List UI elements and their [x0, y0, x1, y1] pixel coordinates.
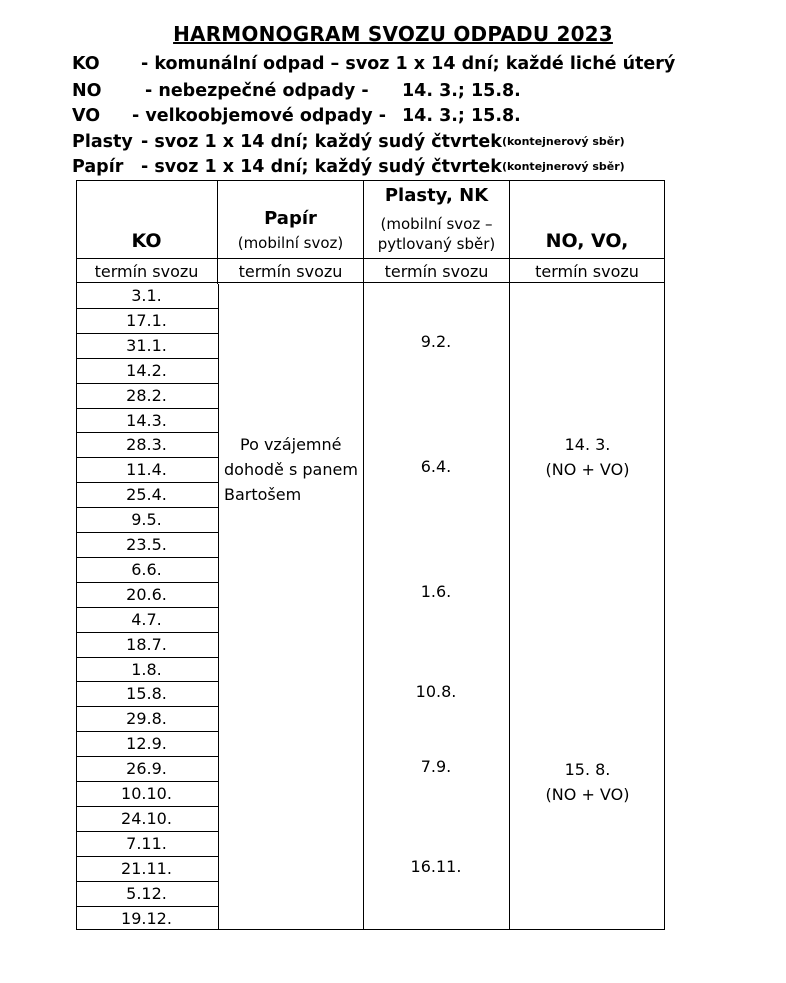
header-no-vo: NO, VO, [545, 230, 629, 252]
ko-date-cell: 26.9. [126, 759, 167, 779]
legend-dates: 14. 3.; 15.8. [402, 81, 521, 101]
ko-date-cell: 18.7. [126, 634, 167, 654]
ko-date-cell: 15.8. [126, 684, 167, 704]
legend-note: (kontejnerový sběr) [502, 135, 625, 148]
ko-date-cell: 23.5. [126, 535, 167, 554]
header-plasty-sub2: pytlovaný sběr) [377, 235, 496, 253]
subheader-plasty: termín svozu [384, 262, 489, 281]
ko-date-cell: 24.10. [121, 808, 172, 828]
legend-text: - svoz 1 x 14 dní; každý sudý čtvrtek [141, 132, 502, 152]
page-title: HARMONOGRAM SVOZU ODPADU 2023 [173, 22, 613, 46]
ko-date-cell: 21.11. [121, 858, 172, 878]
legend-abbr: Papír [72, 157, 124, 177]
ko-date-cell: 6.6. [131, 559, 162, 579]
plasty-date: 10.8. [415, 682, 457, 701]
legend-text: - svoz 1 x 14 dní; každý sudý čtvrtek [141, 157, 502, 177]
table-border [76, 180, 665, 181]
ko-date-cell: 14.2. [126, 360, 167, 380]
header-ko: KO [131, 230, 162, 252]
schedule-table [76, 180, 665, 930]
column-divider [363, 180, 364, 930]
plasty-date: 6.4. [420, 457, 452, 476]
no-vo-entry [510, 432, 665, 482]
ko-date-cell: 12.9. [126, 734, 167, 754]
ko-date-cell: 28.2. [126, 385, 167, 405]
plasty-date: 7.9. [420, 757, 452, 776]
ko-date-cell: 29.8. [126, 709, 167, 729]
header-plasty [364, 185, 509, 254]
column-divider [509, 180, 510, 930]
legend-note: (kontejnerový sběr) [502, 160, 625, 173]
plasty-date: 16.11. [410, 857, 462, 876]
legend-text: - komunální odpad – svoz 1 x 14 dní; každé liché úterý [141, 54, 676, 74]
row-divider [76, 258, 665, 259]
papir-note [224, 432, 364, 507]
ko-date-cell: 3.1. [131, 286, 162, 305]
legend-abbr: NO [72, 81, 102, 101]
ko-date-cell: 11.4. [126, 460, 167, 480]
column-divider [218, 284, 219, 930]
legend-abbr: VO [72, 106, 101, 126]
no-vo-note: (NO + VO) [545, 785, 630, 804]
ko-date-cell: 28.3. [126, 435, 167, 455]
legend-text: - velkoobjemové odpady - [132, 106, 387, 126]
no-vo-date: 14. 3. [564, 435, 611, 454]
no-vo-note: (NO + VO) [545, 460, 630, 479]
ko-date-cell: 17.1. [126, 310, 167, 330]
subheader-papir: termín svozu [238, 262, 343, 281]
ko-date-cell: 25.4. [126, 485, 167, 505]
subheader-no-vo: termín svozu [535, 262, 639, 281]
papir-note-line: Bartošem [224, 485, 302, 504]
legend-abbr: Plasty [72, 132, 133, 152]
plasty-date: 1.6. [420, 582, 452, 601]
header-papir [218, 208, 363, 252]
table-border [664, 180, 665, 930]
header-plasty-sub1: (mobilní svoz – [380, 215, 493, 233]
ko-date-cell: 14.3. [126, 410, 167, 430]
ko-date-cell: 1.8. [131, 659, 162, 679]
legend-text: - nebezpečné odpady - [145, 81, 369, 101]
legend-abbr: KO [72, 54, 100, 74]
legend-dates: 14. 3.; 15.8. [402, 106, 521, 126]
ko-date-cell: 19.12. [121, 908, 172, 928]
ko-date-cell: 5.12. [126, 883, 167, 903]
ko-date-cell: 9.5. [131, 510, 162, 530]
ko-date-cell: 7.11. [126, 833, 167, 853]
ko-date-cell: 10.10. [121, 784, 172, 803]
header-plasty-title: Plasty, NK [384, 185, 489, 206]
subheader-ko: termín svozu [94, 262, 199, 281]
no-vo-entry [510, 757, 665, 807]
no-vo-date: 15. 8. [564, 760, 611, 779]
header-papir-sub: (mobilní svoz) [237, 234, 344, 252]
header-papir-title: Papír [264, 208, 317, 229]
papir-note-line: dohodě s panem [224, 460, 358, 479]
ko-date-cell: 4.7. [131, 609, 162, 629]
ko-date-cell: 20.6. [126, 584, 167, 604]
ko-date-cell: 31.1. [126, 335, 167, 355]
papir-note-line: Po vzájemné [240, 435, 342, 454]
plasty-date: 9.2. [420, 332, 452, 351]
